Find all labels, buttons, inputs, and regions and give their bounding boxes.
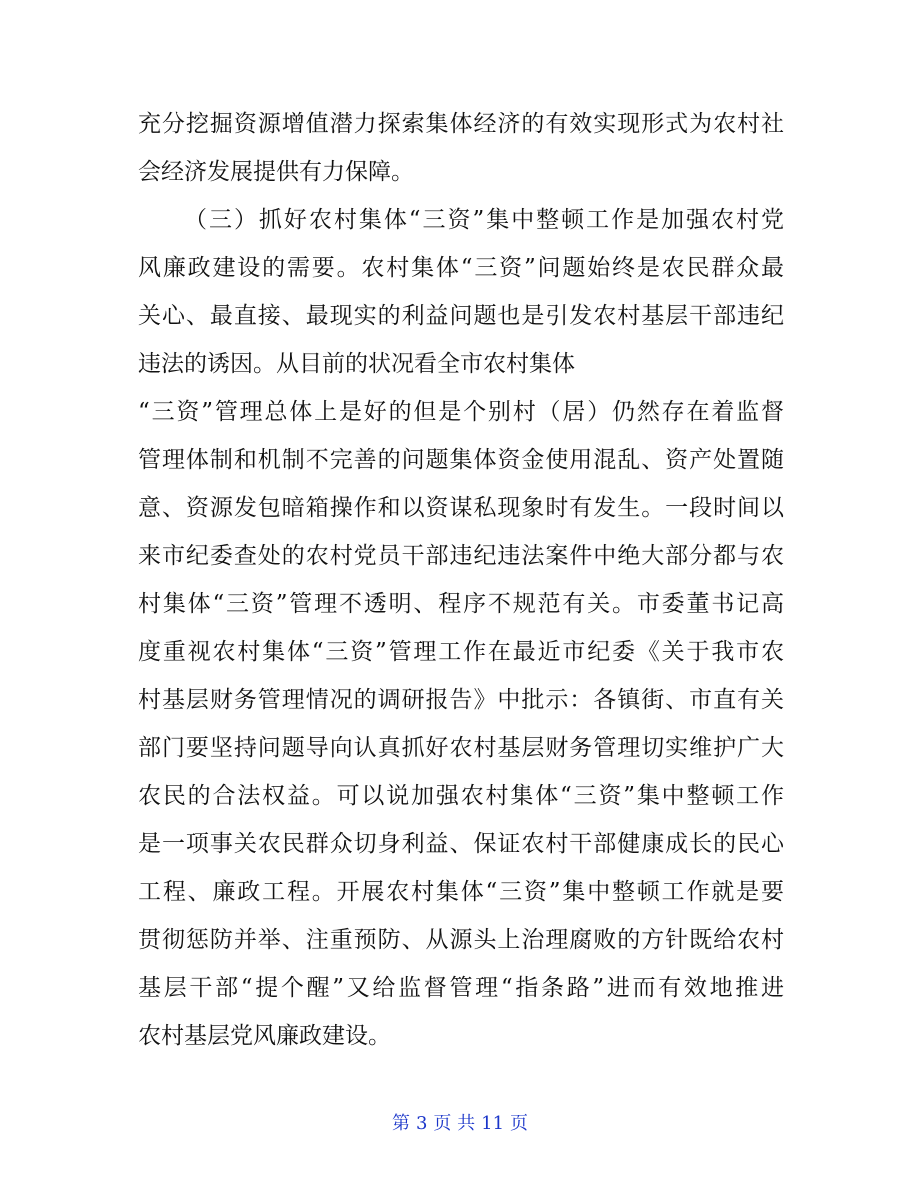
text-line: 基层干部“提个醒”又给监督管理“指条路”进而有效地推进: [138, 975, 784, 1001]
text-line: （三）抓好农村集体“三资”集中整顿工作是加强农村党: [184, 207, 784, 233]
text-line: 来市纪委查处的农村党员干部违纪违法案件中绝大部分都与农: [138, 543, 784, 569]
text-line: 关心、最直接、最现实的利益问题也是引发农村基层干部违纪: [138, 303, 784, 329]
page-footer: [0, 1112, 920, 1136]
text-line: 村基层财务管理情况的调研报告》中批示：各镇街、市直有关: [138, 687, 784, 713]
text-line: 度重视农村集体“三资”管理工作在最近市纪委《关于我市农: [138, 639, 784, 665]
footer-page-number: 3: [415, 1113, 428, 1134]
text-line: 意、资源发包暗箱操作和以资谋私现象时有发生。一段时间以: [138, 495, 784, 521]
body-text: [138, 100, 784, 1060]
text-line: 会经济发展提供有力保障。: [138, 159, 414, 185]
text-line: “三资”管理总体上是好的但是个别村（居）仍然存在着监督: [138, 399, 784, 425]
footer-prefix: 第: [391, 1113, 410, 1134]
text-line: 农村基层党风廉政建设。: [138, 1023, 391, 1049]
text-line: 是一项事关农民群众切身利益、保证农村干部健康成长的民心: [138, 831, 784, 857]
text-line: 村集体“三资”管理不透明、程序不规范有关。市委董书记高: [138, 591, 784, 617]
footer-suffix: 页: [510, 1113, 529, 1134]
text-line: 工程、廉政工程。开展农村集体“三资”集中整顿工作就是要: [138, 879, 784, 905]
text-line: 管理体制和机制不完善的问题集体资金使用混乱、资产处置随: [138, 447, 784, 473]
text-line: 充分挖掘资源增值潜力探索集体经济的有效实现形式为农村社: [138, 111, 784, 137]
text-line: 农民的合法权益。可以说加强农村集体“三资”集中整顿工作: [138, 783, 784, 809]
text-line: 违法的诱因。从目前的状况看全市农村集体: [138, 351, 575, 377]
text-line: 风廉政建设的需要。农村集体“三资”问题始终是农民群众最: [138, 255, 784, 281]
text-line: 部门要坚持问题导向认真抓好农村基层财务管理切实维护广大: [138, 735, 784, 761]
text-line: 贯彻惩防并举、注重预防、从源头上治理腐败的方针既给农村: [138, 927, 784, 953]
footer-total-pages: 11: [481, 1113, 505, 1134]
footer-mid: 页 共: [433, 1113, 476, 1134]
